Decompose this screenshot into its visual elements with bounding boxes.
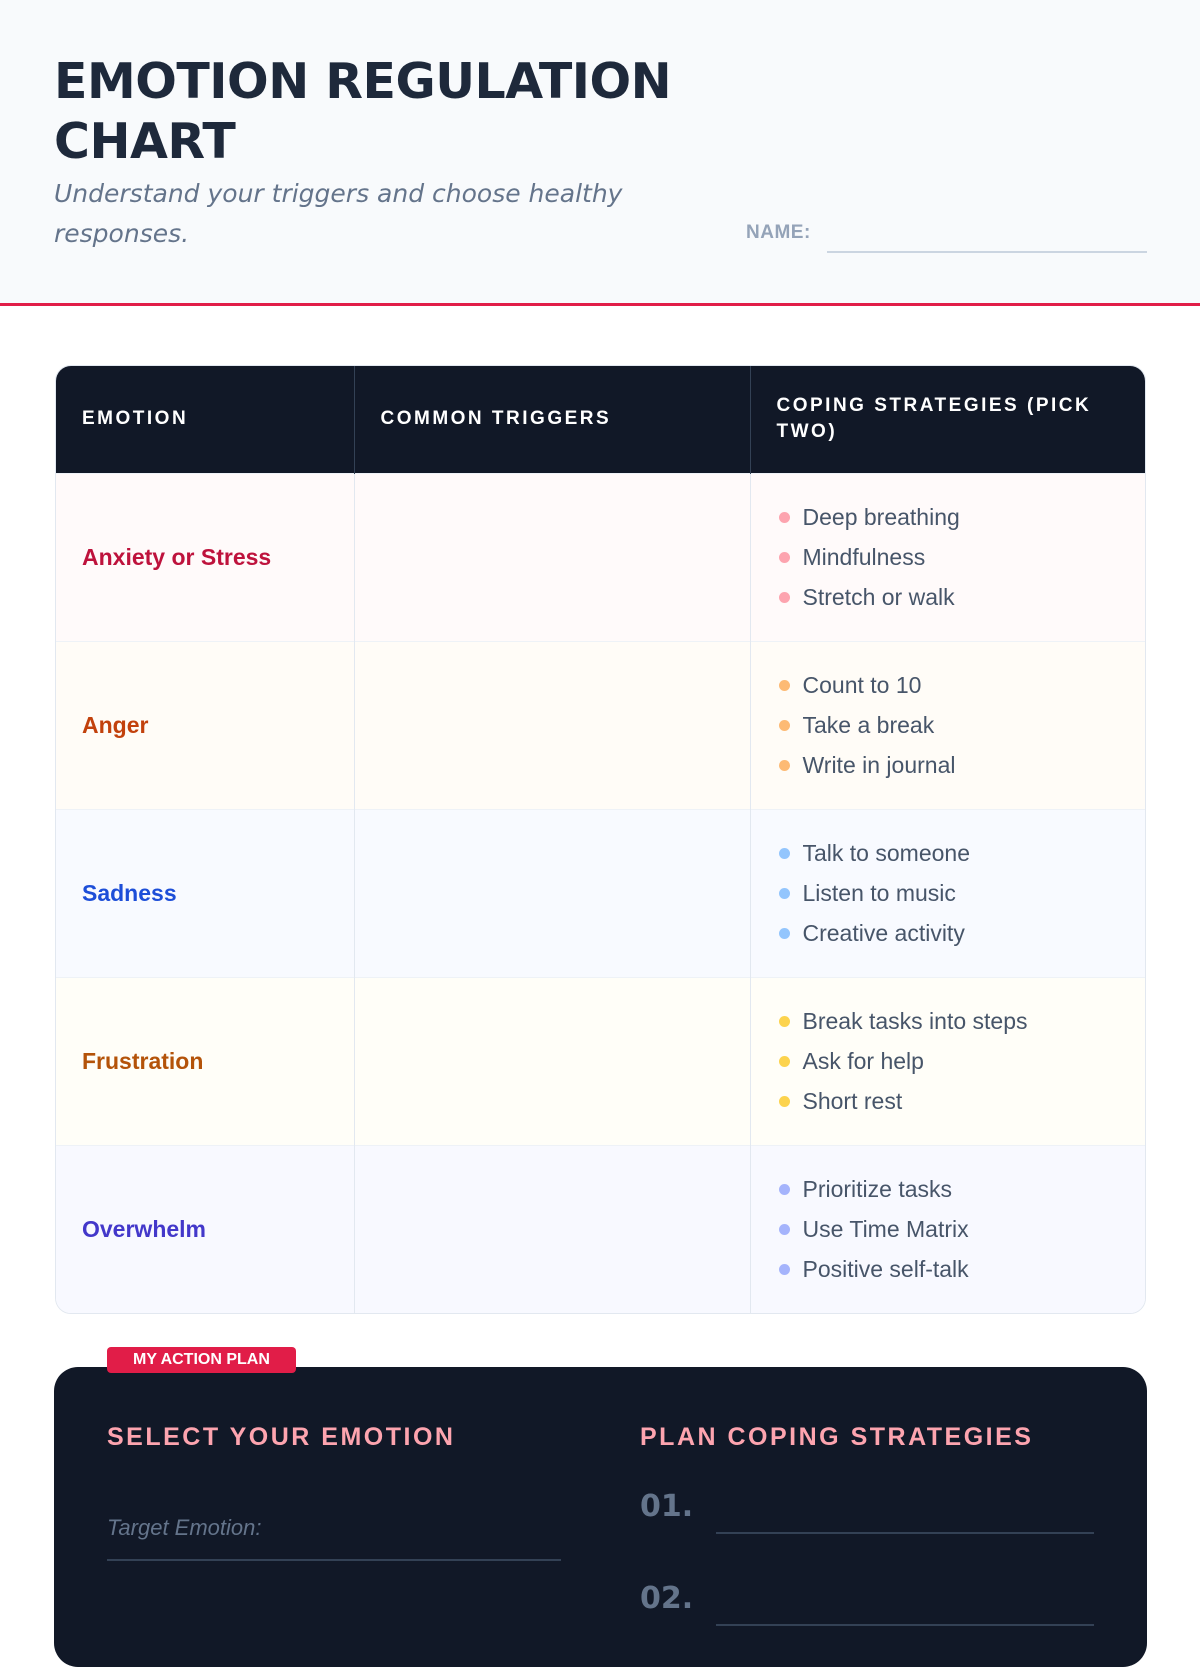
bullet-dot-icon xyxy=(779,1096,790,1107)
strategies-cell xyxy=(750,977,1146,1145)
strategies-cell xyxy=(750,641,1146,809)
name-label: NAME: xyxy=(746,222,811,243)
strategies-cell xyxy=(750,809,1146,977)
table-row xyxy=(56,809,1146,977)
emotion-cell xyxy=(56,809,354,977)
bullet-dot-icon xyxy=(779,760,790,771)
strategy-label: Mindfulness xyxy=(802,544,926,570)
page-subtitle: Understand your triggers and choose healthy responses. xyxy=(54,179,623,248)
table-header-row xyxy=(56,366,1146,473)
strategy-item xyxy=(777,1249,1122,1289)
strategy-label: Listen to music xyxy=(802,880,956,906)
plan-strategies-heading: PLAN COPING STRATEGIES xyxy=(640,1423,1034,1451)
page-title: EMOTION REGULATION CHART xyxy=(54,53,672,170)
emotion-cell xyxy=(56,1145,354,1313)
emotion-cell xyxy=(56,473,354,641)
strategy-label: Write in journal xyxy=(802,752,956,778)
bullet-dot-icon xyxy=(779,720,790,731)
bullet-dot-icon xyxy=(779,1264,790,1275)
strategy-field-1[interactable] xyxy=(716,1532,1094,1534)
strategy-field-2[interactable] xyxy=(716,1624,1094,1626)
strategy-item xyxy=(777,913,1122,953)
strategy-label: Stretch or walk xyxy=(802,584,955,610)
bullet-dot-icon xyxy=(779,1016,790,1027)
strategy-label: Use Time Matrix xyxy=(802,1216,969,1243)
action-plan-badge: MY ACTION PLAN xyxy=(107,1347,296,1373)
strategy-item xyxy=(777,577,1122,617)
strategy-label: Break tasks into steps xyxy=(802,1008,1028,1034)
step-number: 01. xyxy=(640,1489,694,1524)
strategy-item xyxy=(777,497,1122,537)
strategy-item xyxy=(777,873,1122,913)
emotion-cell xyxy=(56,977,354,1145)
bullet-dot-icon xyxy=(779,848,790,859)
strategy-item xyxy=(777,665,1122,705)
select-emotion-heading: SELECT YOUR EMOTION xyxy=(107,1423,456,1451)
triggers-cell[interactable] xyxy=(354,977,750,1145)
strategies-cell xyxy=(750,473,1146,641)
name-field[interactable] xyxy=(827,251,1147,253)
action-plan-panel xyxy=(54,1367,1147,1667)
worksheet-header xyxy=(0,0,1200,306)
strategy-item xyxy=(777,1209,1122,1249)
emotion-name: Anger xyxy=(82,711,149,738)
bullet-dot-icon xyxy=(779,928,790,939)
strategies-cell xyxy=(750,1145,1146,1313)
bullet-dot-icon xyxy=(779,1056,790,1067)
table-row xyxy=(56,977,1146,1145)
table-row xyxy=(56,1145,1146,1313)
strategy-label: Prioritize tasks xyxy=(802,1176,953,1203)
strategy-item xyxy=(777,833,1122,873)
table-row xyxy=(56,641,1146,809)
step-number: 02. xyxy=(640,1581,694,1616)
strategy-item xyxy=(777,537,1122,577)
strategy-item xyxy=(777,705,1122,745)
column-header-emotion: EMOTION xyxy=(56,366,354,473)
strategy-item xyxy=(777,1001,1122,1041)
strategy-label: Short rest xyxy=(802,1088,903,1114)
strategy-label: Creative activity xyxy=(802,920,965,946)
strategy-item xyxy=(777,1169,1122,1209)
bullet-dot-icon xyxy=(779,592,790,603)
column-header-strategies: COPING STRATEGIES (PICK TWO) xyxy=(750,366,1146,473)
strategy-label: Talk to someone xyxy=(802,840,970,866)
triggers-cell[interactable] xyxy=(354,1145,750,1313)
bullet-dot-icon xyxy=(779,1224,790,1235)
strategy-item xyxy=(777,745,1122,785)
emotion-name: Sadness xyxy=(82,879,177,906)
table-row xyxy=(56,473,1146,641)
triggers-cell[interactable] xyxy=(354,641,750,809)
emotion-name: Anxiety or Stress xyxy=(82,543,272,570)
strategy-label: Count to 10 xyxy=(802,672,922,698)
triggers-cell[interactable] xyxy=(354,809,750,977)
bullet-dot-icon xyxy=(779,512,790,523)
target-emotion-label: Target Emotion: xyxy=(107,1515,262,1540)
strategy-label: Ask for help xyxy=(802,1048,924,1074)
target-emotion-field[interactable] xyxy=(107,1559,561,1561)
emotion-name: Overwhelm xyxy=(82,1215,206,1242)
bullet-dot-icon xyxy=(779,1184,790,1195)
bullet-dot-icon xyxy=(779,680,790,691)
strategy-label: Positive self-talk xyxy=(802,1256,969,1283)
strategy-item xyxy=(777,1081,1122,1121)
bullet-dot-icon xyxy=(779,888,790,899)
triggers-cell[interactable] xyxy=(354,473,750,641)
strategy-label: Take a break xyxy=(802,712,935,738)
strategy-item xyxy=(777,1041,1122,1081)
emotion-name: Frustration xyxy=(82,1047,204,1074)
bullet-dot-icon xyxy=(779,552,790,563)
strategy-label: Deep breathing xyxy=(802,504,960,530)
emotion-table xyxy=(55,365,1146,1314)
emotion-cell xyxy=(56,641,354,809)
column-header-triggers: COMMON TRIGGERS xyxy=(354,366,750,473)
